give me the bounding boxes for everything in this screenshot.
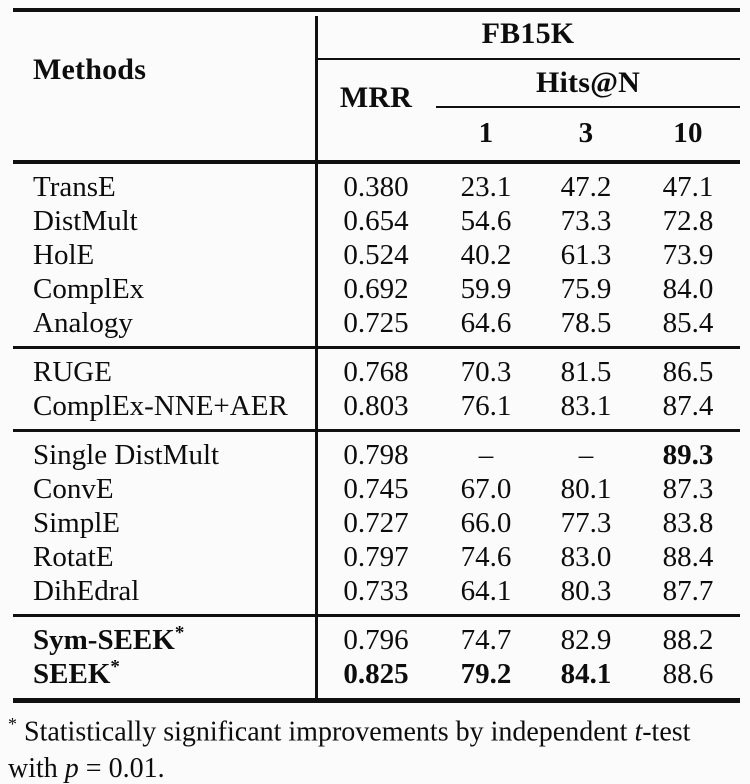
value-cell: –: [578, 438, 594, 471]
value-cell: 40.2: [460, 238, 512, 271]
value-cell: 83.0: [560, 540, 612, 573]
value-cell: 82.9: [560, 623, 612, 656]
method-name-cell: Sym-SEEK*: [33, 621, 185, 656]
value-cell: 0.825: [343, 657, 409, 690]
value-cell: 89.3: [662, 438, 714, 471]
footnote-italic-p: p: [64, 753, 79, 784]
table-row: [0, 389, 750, 423]
table-row: [0, 540, 750, 574]
footnote-text-1: Statistically significant improvements by independent: [24, 716, 635, 748]
value-cell: 0.733: [343, 574, 409, 607]
table-row: [0, 506, 750, 540]
value-cell: 87.4: [662, 389, 714, 422]
table-bottom-rule: [13, 698, 740, 703]
value-cell: 0.745: [343, 472, 409, 505]
value-cell: 83.1: [560, 389, 612, 422]
significance-asterisk: *: [174, 621, 185, 643]
value-cell: 59.9: [460, 272, 512, 305]
value-cell: 54.6: [460, 204, 512, 237]
column-header-hits-n: Hits@N: [535, 66, 641, 99]
table-row: [0, 355, 750, 389]
method-name-cell: TransE: [33, 170, 116, 203]
table-group: [0, 617, 750, 697]
value-cell: 87.7: [662, 574, 714, 607]
value-cell: 73.3: [560, 204, 612, 237]
column-header-hits-3: 3: [578, 116, 594, 149]
method-name-cell: SimplE: [33, 506, 121, 539]
value-cell: 64.1: [460, 574, 512, 607]
table-group: [0, 349, 750, 429]
significance-asterisk: *: [110, 655, 120, 677]
table-row: [0, 306, 750, 340]
value-cell: 66.0: [460, 506, 512, 539]
value-cell: 84.1: [560, 657, 612, 690]
value-cell: 0.380: [343, 170, 409, 203]
method-name-cell: SEEK*: [33, 655, 120, 690]
value-cell: 88.2: [662, 623, 714, 656]
footnote-text-2: -test with: [8, 716, 691, 784]
method-name-cell: Single DistMult: [33, 438, 220, 471]
value-cell: 80.1: [560, 472, 612, 505]
value-cell: 0.692: [343, 272, 409, 305]
footnote: [8, 706, 746, 784]
value-cell: 79.2: [460, 657, 512, 690]
footnote-text-3: = 0.01.: [78, 753, 165, 784]
value-cell: 0.796: [343, 623, 409, 656]
method-name-cell: ConvE: [33, 472, 114, 505]
value-cell: 0.727: [343, 506, 409, 539]
footnote-asterisk: *: [8, 714, 17, 734]
value-cell: 47.1: [662, 170, 714, 203]
value-cell: 78.5: [560, 306, 612, 339]
value-cell: 75.9: [560, 272, 612, 305]
method-name-cell: ComplEx-NNE+AER: [33, 389, 288, 422]
table-row: [0, 272, 750, 306]
value-cell: 74.7: [460, 623, 512, 656]
value-cell: 88.6: [662, 657, 714, 690]
column-header-mrr: MRR: [339, 81, 413, 114]
value-cell: 0.654: [343, 204, 409, 237]
value-cell: 23.1: [460, 170, 512, 203]
value-cell: 73.9: [662, 238, 714, 271]
value-cell: 83.8: [662, 506, 714, 539]
value-cell: 70.3: [460, 355, 512, 388]
table-row: [0, 238, 750, 272]
footnote-italic-t: t: [634, 716, 643, 748]
value-cell: 76.1: [460, 389, 512, 422]
method-name-cell: ComplEx: [33, 272, 145, 305]
column-header-hits-10: 10: [673, 116, 703, 149]
table-row: [0, 204, 750, 238]
value-cell: 0.803: [343, 389, 409, 422]
table-row: [0, 472, 750, 506]
table-row: [0, 438, 750, 472]
method-name-cell: RUGE: [33, 355, 112, 388]
value-cell: 64.6: [460, 306, 512, 339]
value-cell: 61.3: [560, 238, 612, 271]
method-name-cell: Analogy: [33, 306, 133, 339]
value-cell: 0.725: [343, 306, 409, 339]
dataset-header-fb15k: FB15K: [481, 17, 575, 50]
value-cell: 88.4: [662, 540, 714, 573]
value-cell: 77.3: [560, 506, 612, 539]
table-row: [0, 574, 750, 608]
value-cell: 47.2: [560, 170, 612, 203]
method-name-cell: HolE: [33, 238, 95, 271]
value-cell: 80.3: [560, 574, 612, 607]
column-header-methods: Methods: [33, 53, 147, 86]
value-cell: 0.798: [343, 438, 409, 471]
method-name-cell: DistMult: [33, 204, 138, 237]
value-cell: 0.797: [343, 540, 409, 573]
table-group: [0, 164, 750, 346]
table-group: [0, 432, 750, 614]
column-header-hits-1: 1: [478, 116, 494, 149]
value-cell: 84.0: [662, 272, 714, 305]
table-row: [0, 170, 750, 204]
value-cell: 74.6: [460, 540, 512, 573]
value-cell: 0.768: [343, 355, 409, 388]
method-name-cell: DihEdral: [33, 574, 140, 607]
value-cell: 72.8: [662, 204, 714, 237]
value-cell: 85.4: [662, 306, 714, 339]
table-row: [0, 657, 750, 691]
value-cell: 86.5: [662, 355, 714, 388]
table-row: [0, 623, 750, 657]
value-cell: 87.3: [662, 472, 714, 505]
value-cell: –: [478, 438, 494, 471]
table-top-rule: [13, 8, 740, 12]
value-cell: 67.0: [460, 472, 512, 505]
value-cell: 81.5: [560, 355, 612, 388]
dataset-underline-rule: [318, 58, 740, 60]
value-cell: 0.524: [343, 238, 409, 271]
method-name-cell: RotatE: [33, 540, 114, 573]
hits-underline-rule: [436, 106, 740, 108]
table-body: [0, 164, 750, 697]
